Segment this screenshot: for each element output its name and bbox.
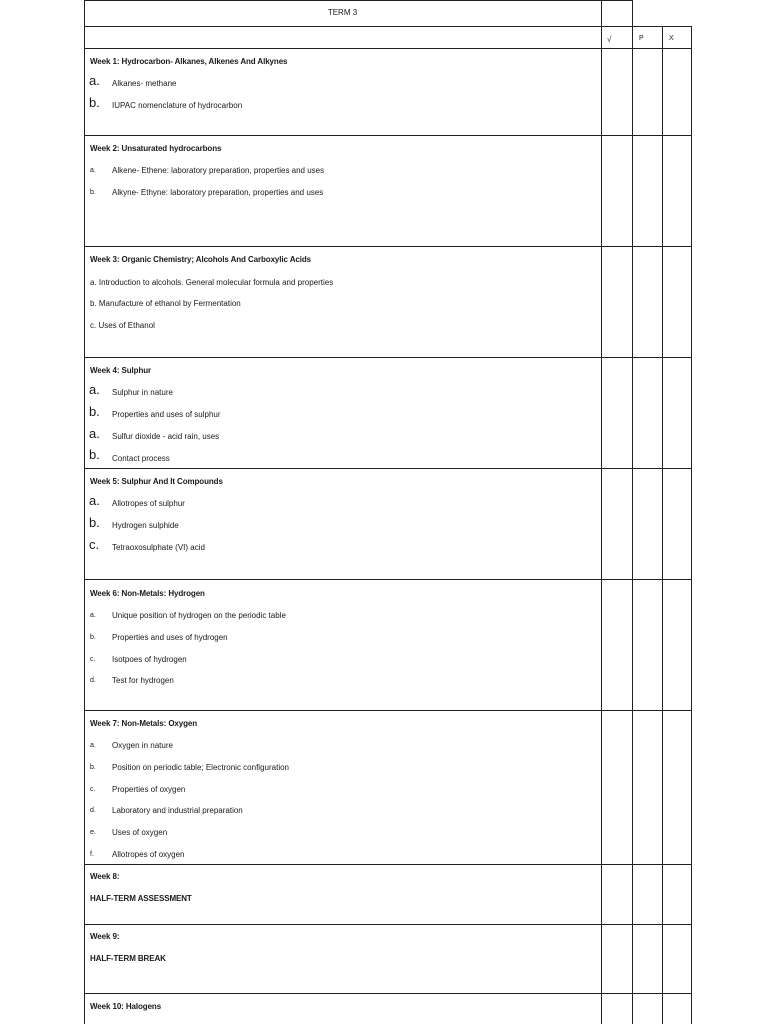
row-line xyxy=(84,246,692,247)
row-line xyxy=(84,468,692,469)
item-text: Test for hydrogen xyxy=(112,676,174,685)
item-text: c. Uses of Ethanol xyxy=(90,321,155,330)
item-label: a. xyxy=(89,493,100,508)
item-text: Tetraoxosulphate (VI) acid xyxy=(112,543,205,552)
item-label: c. xyxy=(90,656,96,663)
column-divider-check xyxy=(601,0,602,1024)
item-label: b. xyxy=(90,764,96,771)
column-header-check: √ xyxy=(607,35,612,44)
item-label: b. xyxy=(89,95,100,110)
item-text: Position on periodic table; Electronic configuration xyxy=(112,763,289,772)
week-title: Week 5: Sulphur And It Compounds xyxy=(90,477,223,486)
item-text: Uses of oxygen xyxy=(112,828,168,837)
row-line xyxy=(84,357,692,358)
week-title: Week 6: Non-Metals: Hydrogen xyxy=(90,589,205,598)
row-line xyxy=(84,924,692,925)
week-title: Week 1: Hydrocarbon- Alkanes, Alkenes And Alkynes xyxy=(90,57,288,66)
item-label: b. xyxy=(90,189,96,196)
item-text: Contact process xyxy=(112,454,170,463)
week-title: Week 3: Organic Chemistry; Alcohols And Carboxylic Acids xyxy=(90,255,311,264)
item-label: a. xyxy=(90,612,96,619)
item-label: c. xyxy=(90,786,96,793)
item-text: Laboratory and industrial preparation xyxy=(112,806,243,815)
item-text: Sulphur in nature xyxy=(112,388,173,397)
break-note: HALF-TERM BREAK xyxy=(90,954,166,963)
item-text: Oxygen in nature xyxy=(112,741,173,750)
item-text: Allotropes of oxygen xyxy=(112,850,185,859)
week-title: Week 4: Sulphur xyxy=(90,366,152,375)
item-label: d. xyxy=(90,807,96,814)
item-text: Hydrogen sulphide xyxy=(112,521,179,530)
item-label: c. xyxy=(89,537,100,552)
column-divider-p xyxy=(632,0,633,1024)
item-label: a. xyxy=(89,426,100,441)
table-left-border xyxy=(84,0,85,1024)
week-title: Week 9: xyxy=(90,932,120,941)
item-text: a. Introduction to alcohols. General molecular formula and properties xyxy=(90,278,334,287)
item-text: Properties and uses of hydrogen xyxy=(112,633,228,642)
row-line xyxy=(84,48,692,49)
row-line xyxy=(84,710,692,711)
item-text: Alkyne- Ethyne: laboratory preparation, properties and uses xyxy=(112,188,324,197)
row-line xyxy=(84,579,692,580)
row-line xyxy=(84,0,633,1)
item-label: a. xyxy=(90,167,96,174)
week-title: Week 2: Unsaturated hydrocarbons xyxy=(90,144,222,153)
row-line xyxy=(84,26,692,27)
row-line xyxy=(84,864,692,865)
term-title: TERM 3 xyxy=(327,8,358,17)
assessment-note: HALF-TERM ASSESSMENT xyxy=(90,894,192,903)
item-label: a. xyxy=(89,382,100,397)
item-label: d. xyxy=(90,677,96,684)
row-line xyxy=(84,135,692,136)
week-title: Week 7: Non-Metals: Oxygen xyxy=(90,719,198,728)
week-title: Week 8: xyxy=(90,872,120,881)
item-text: Isotpoes of hydrogen xyxy=(112,655,187,664)
item-label: b. xyxy=(89,404,100,419)
item-label: a. xyxy=(89,73,100,88)
item-text: Properties of oxygen xyxy=(112,785,186,794)
table-right-border xyxy=(691,26,692,1024)
item-label: e. xyxy=(90,829,96,836)
item-label: a. xyxy=(90,742,96,749)
item-text: Alkene- Ethene: laboratory preparation, properties and uses xyxy=(112,166,325,175)
item-text: IUPAC nomenclature of hydrocarbon xyxy=(112,101,243,110)
item-text: b. Manufacture of ethanol by Fermentation xyxy=(90,299,241,308)
item-label: f. xyxy=(90,851,94,858)
column-header-p: P xyxy=(639,35,644,42)
row-line xyxy=(84,993,692,994)
column-header-x: X xyxy=(669,35,674,42)
item-text: Alkanes- methane xyxy=(112,79,177,88)
column-divider-x xyxy=(662,26,663,1024)
item-text: Sulfur dioxide - acid rain, uses xyxy=(112,432,220,441)
item-text: Properties and uses of sulphur xyxy=(112,410,221,419)
item-label: b. xyxy=(89,515,100,530)
week-title: Week 10: Halogens xyxy=(90,1002,162,1011)
item-text: Unique position of hydrogen on the periodic table xyxy=(112,611,286,620)
item-label: b. xyxy=(90,634,96,641)
item-text: Allotropes of sulphur xyxy=(112,499,185,508)
item-label: b. xyxy=(89,447,100,462)
